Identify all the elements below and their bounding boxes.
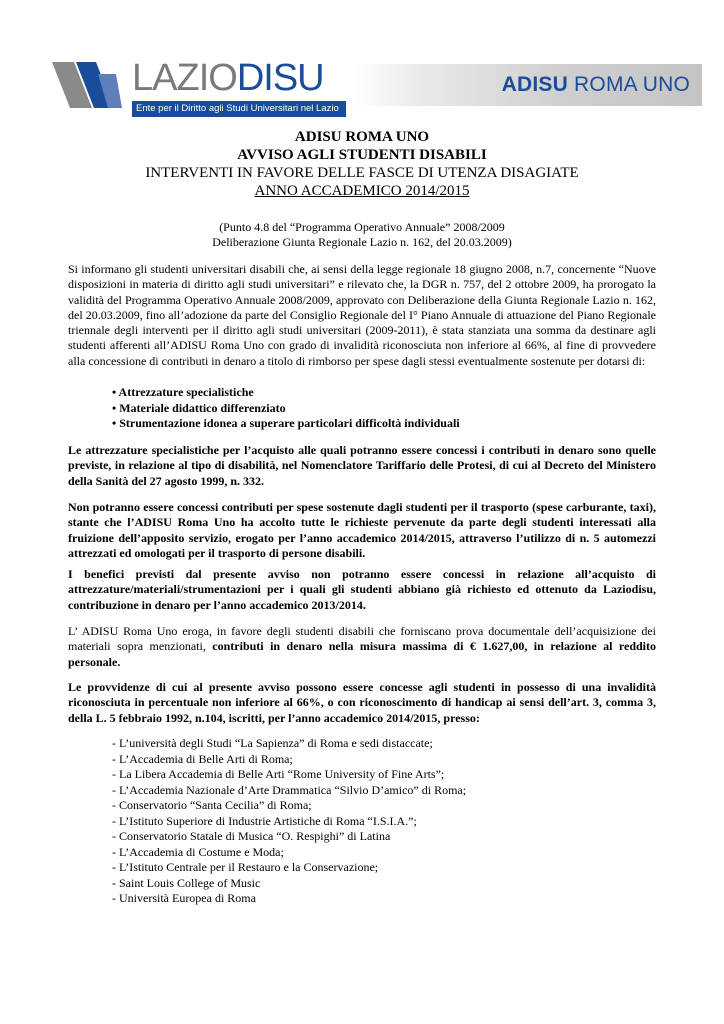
paragraph-transport: Non potranno essere concessi contributi per spese sostenute dagli studenti per il trasporto (spese carburante, taxi), stante che l’ADISU Roma Uno ha accolto tutte le richieste pervenute da parte degli studenti interessati alla fruizione dell’apposito servizio, erogato per l’anno accademico 2014/2015, attraverso l’utilizzo di n. 5 automezzi attrezzati ed omologati per il trasporto di persone disabili.	[68, 500, 656, 560]
list-item: - La Libera Accademia di Belle Arti “Rome University of Fine Arts”;	[112, 767, 445, 781]
logo-wordmark	[132, 58, 324, 98]
title-line-2: AVVISO AGLI STUDENTI DISABILI	[237, 147, 487, 163]
page-header	[0, 0, 724, 125]
band-title-bold: ADISU	[501, 73, 568, 96]
reference-line-1: (Punto 4.8 del “Programma Operativo Annuale” 2008/2009	[219, 220, 505, 234]
list-item: - Conservatorio “Santa Cecilia” di Roma;	[112, 798, 312, 812]
reference-line-2: Deliberazione Giunta Regionale Lazio n. 162, del 20.03.2009)	[212, 235, 512, 249]
band-title-light: ROMA UNO	[574, 73, 690, 96]
list-item: - L’Accademia di Costume e Moda;	[112, 844, 284, 859]
title-line-3: INTERVENTI IN FAVORE DELLE FASCE DI UTENZA DISAGIATE	[145, 165, 579, 181]
contribution-text: L’ ADISU Roma Uno eroga, in favore degli studenti disabili che forniscano prova documentale dell’acquisizione dei materiali sopra menzionati,	[68, 624, 656, 654]
title-line-4: ANNO ACCADEMICO 2014/2015	[254, 183, 470, 199]
logo-lazio: LAZIO	[132, 57, 237, 99]
bullet-item: • Strumentazione idonea a superare particolari difficoltà individuali	[112, 416, 460, 430]
laziodisu-logo-icon	[52, 60, 122, 110]
list-item: - Università Europea di Roma	[112, 891, 256, 905]
list-item: - L’Accademia di Belle Arti di Roma;	[112, 751, 293, 766]
header-band	[352, 64, 702, 106]
paragraph-contribution	[68, 624, 656, 670]
title-line-1: ADISU ROMA UNO	[294, 129, 430, 145]
list-item: - L’Accademia Nazionale d’Arte Drammatica “Silvio D’amico” di Roma;	[112, 782, 467, 797]
institution-list	[112, 736, 466, 907]
bullet-item: • Attrezzature specialistiche	[112, 385, 254, 399]
list-item: - L’università degli Studi “La Sapienza” di Roma e sedi distaccate;	[112, 736, 433, 750]
bullet-item: • Materiale didattico differenziato	[112, 400, 286, 415]
bullet-list	[112, 385, 460, 432]
list-item: - L’Istituto Superiore di Industrie Artistiche di Roma “I.S.I.A.”;	[112, 813, 417, 828]
band-title	[502, 73, 690, 97]
contribution-amount: contributi in denaro nella misura massima di € 1.627,00, in relazione al reddito personale.	[68, 639, 656, 669]
list-item: - L’Istituto Centrale per il Restauro e la Conservazione;	[112, 860, 379, 874]
paragraph-exclusion: I benefici previsti dal presente avviso non potranno essere concessi in relazione all’acquisto di attrezzature/materiali/strumentazioni per i quali gli studenti abbiano già richiesto ed ottenuto da Laziodisu, contribuzione in denaro per l’anno accademico 2013/2014.	[68, 567, 656, 612]
intro-paragraph: Si informano gli studenti universitari disabili che, ai sensi della legge regionale 18 giugno 2008, n.7, concernente “Nuove disposizioni in materia di diritto agli studi universitari” e rilevato che, la DGR n. 757, del 2 ottobre 2009, ha prorogato la validità del Programma Operativo Annuale 2008/2009, approvato con Deliberazione della Giunta Regionale Lazio n. 162, del 20.03.2009, fino all’adozione da parte del Consiglio Regionale del I° Piano Annuale di attuazione del Piano Regionale triennale degli interventi per il diritto agli studi universitari (2009-2011), è stata stanziata una somma da destinare agli studenti afferenti all’ADISU Roma Uno con grado di invalidità riconosciuta non inferiore al 66%, al fine di provvedere alla concessione di contributi in denaro a titolo di rimborso per spese dagli stessi eventualmente sostenute per dotarsi di:	[68, 262, 656, 368]
list-item: - Saint Louis College of Music	[112, 875, 261, 890]
logo-disu: DISU	[236, 57, 324, 99]
list-item: - Conservatorio Statale di Musica “O. Respighi” di Latina	[112, 829, 391, 843]
logo-subtitle: Ente per il Diritto agli Studi Universitari nel Lazio	[132, 101, 346, 117]
paragraph-eligibility: Le provvidenze di cui al presente avviso possono essere concesse agli studenti in possesso di una invalidità riconosciuta in percentuale non inferiore al 66%, o con riconoscimento di handicap ai sensi dell’art. 3, comma 3, della L. 5 febbraio 1992, n.104, iscritti, per l’anno accademico 2014/2015, presso:	[68, 680, 656, 725]
paragraph-equipment: Le attrezzature specialistiche per l’acquisto alle quali potranno essere concessi i contributi in denaro sono quelle previste, in relazione al tipo di disabilità, nel Nomenclatore Tariffario delle Protesi, di cui al Decreto del Ministero della Sanità del 27 agosto 1999, n. 332.	[68, 443, 656, 488]
